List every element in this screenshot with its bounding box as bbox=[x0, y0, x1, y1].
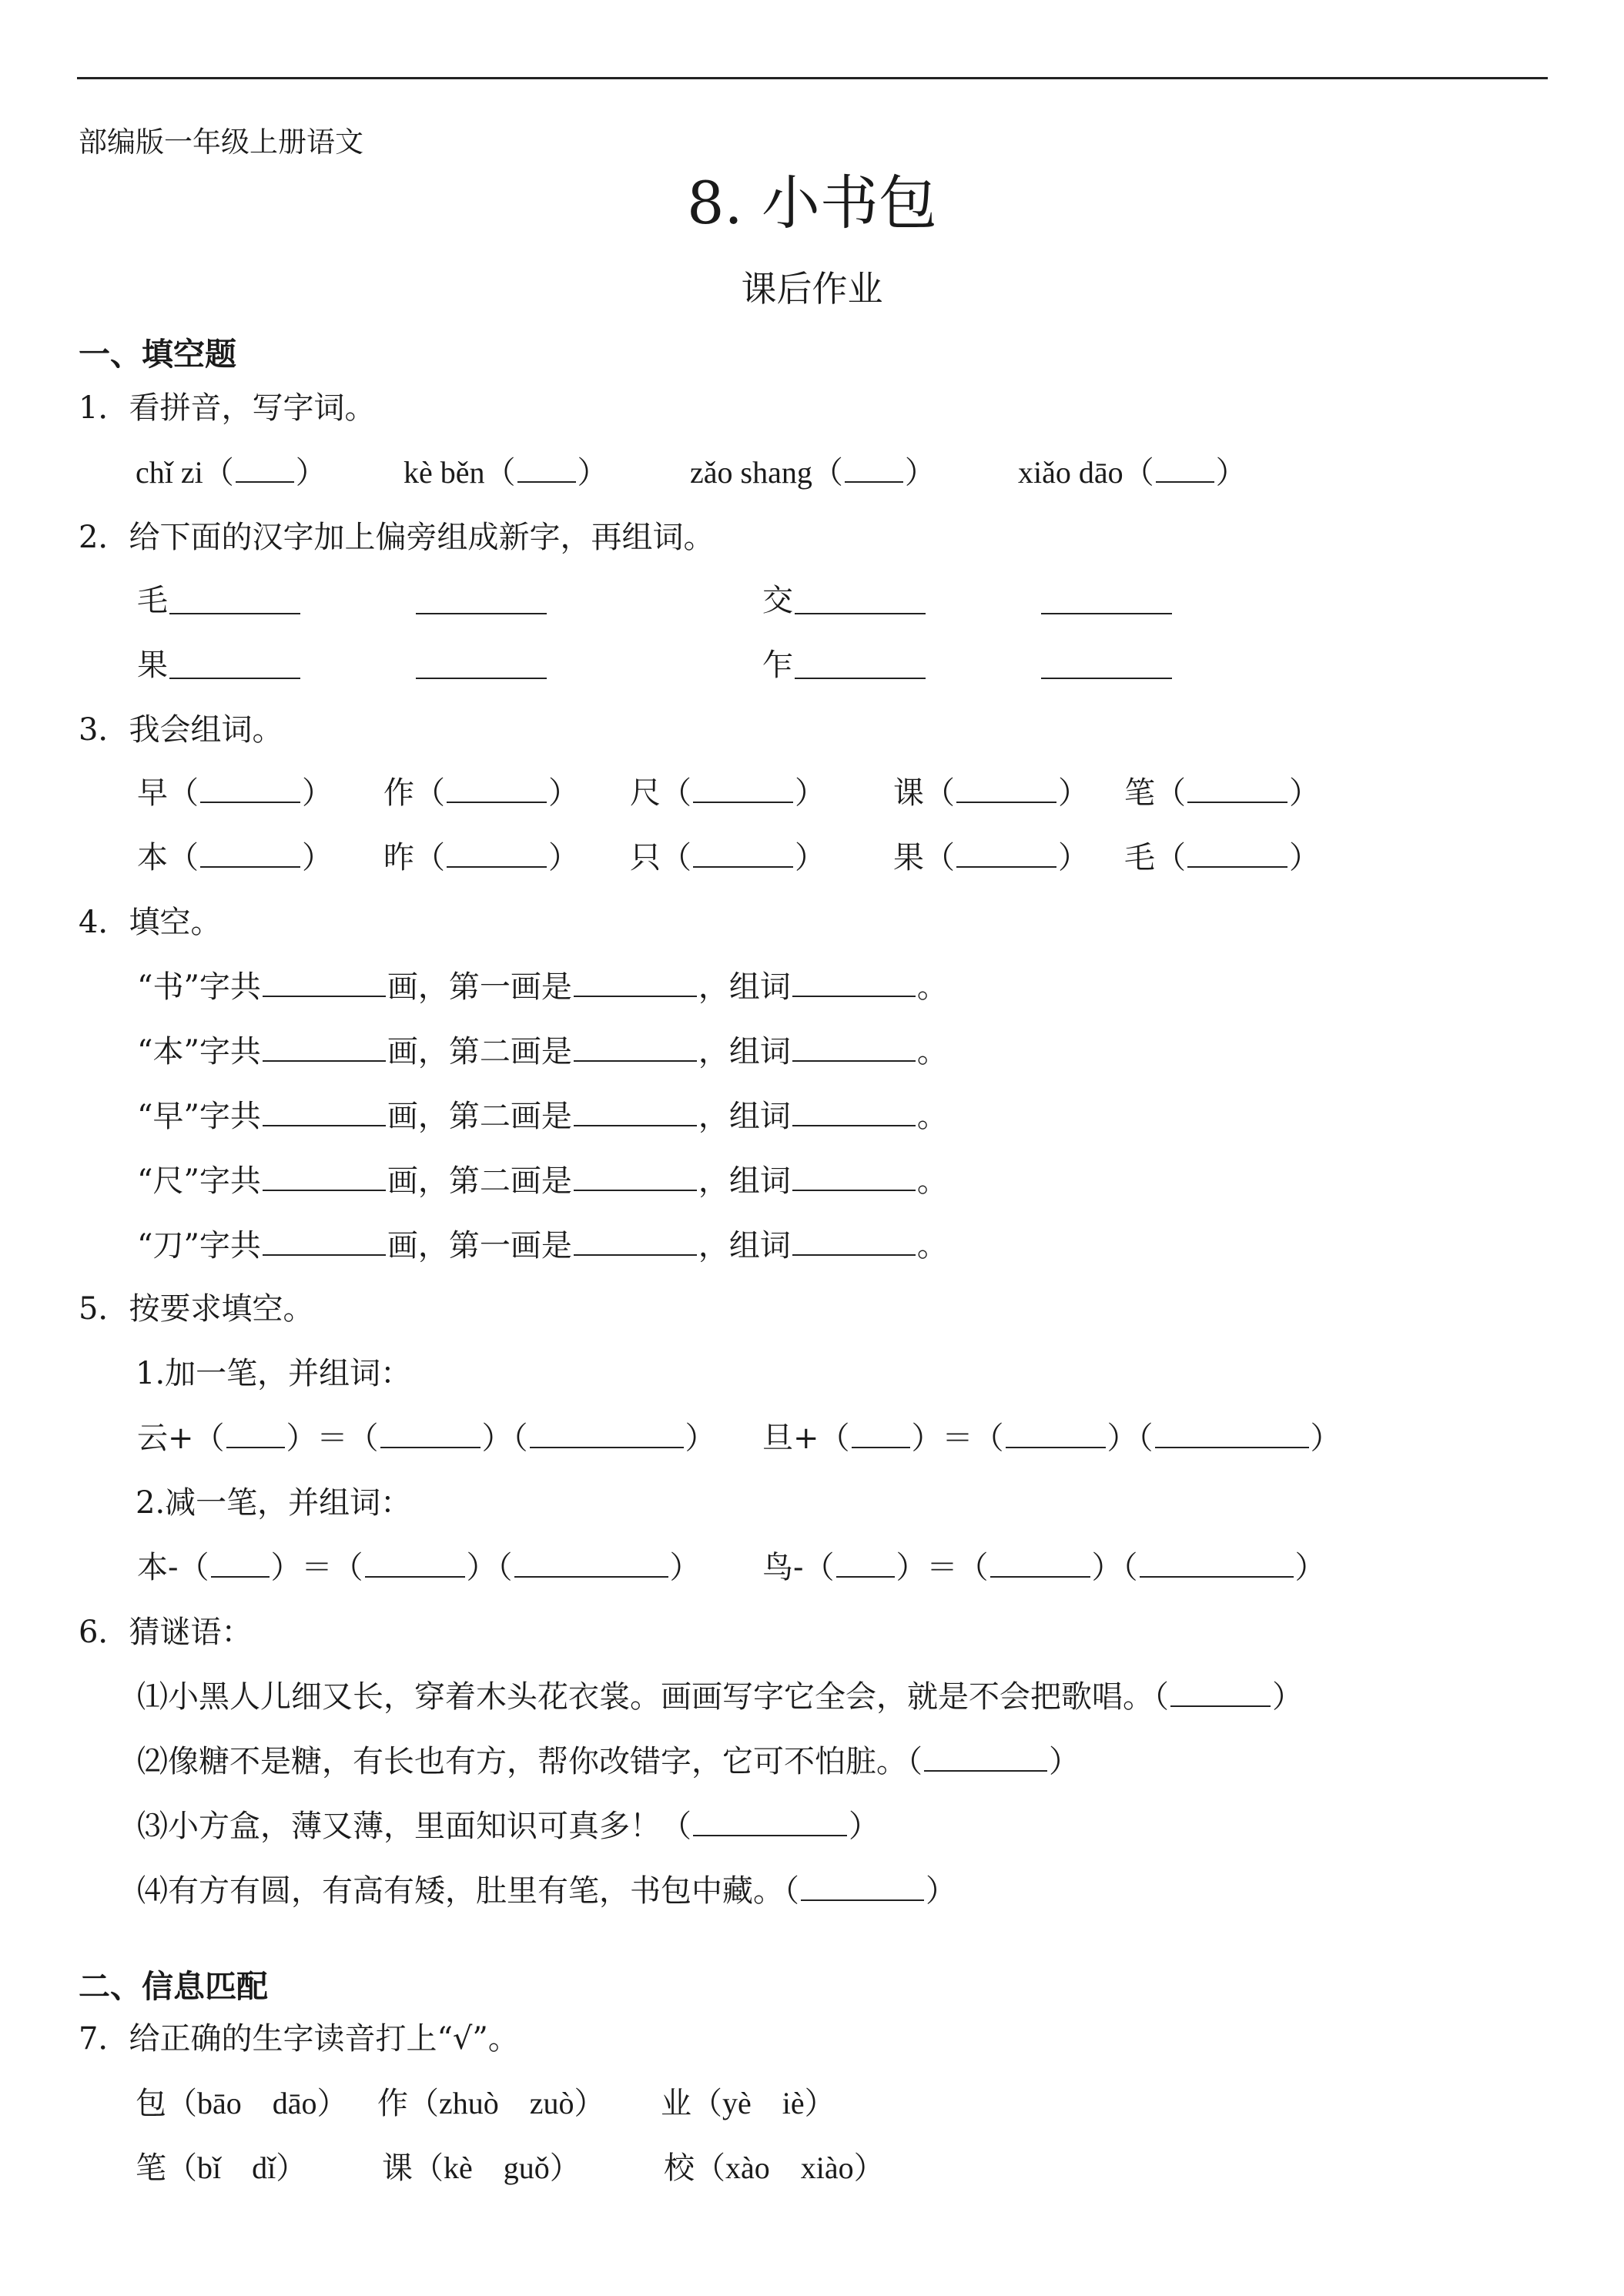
answer-blank[interactable] bbox=[990, 1553, 1090, 1578]
answer-blank[interactable] bbox=[693, 1812, 847, 1836]
q1-item: chǐ zi（ ） bbox=[136, 455, 326, 490]
answer-blank[interactable] bbox=[1156, 458, 1214, 483]
answer-blank[interactable] bbox=[574, 1231, 697, 1256]
answer-blank[interactable] bbox=[169, 678, 300, 679]
q6-riddle: ⑷有方有圆，有高有矮，肚里有笔，书包中藏。（ ） bbox=[137, 1873, 956, 1909]
answer-blank[interactable] bbox=[845, 458, 903, 483]
page-subtitle: 课后作业 bbox=[741, 268, 883, 310]
answer-blank[interactable] bbox=[263, 1166, 386, 1191]
answer-blank[interactable] bbox=[1187, 778, 1287, 803]
q4-line: “刀”字共 画，第一画是 ，组词 。 bbox=[137, 1228, 948, 1263]
answer-blank[interactable] bbox=[447, 843, 547, 868]
q7-option[interactable]: 业（yè iè） bbox=[661, 2086, 835, 2120]
q6-riddle: ⑴小黑人儿细又长，穿着木头花衣裳。画画写字它全会，就是不会把歌唱。（ ） bbox=[137, 1679, 1303, 1715]
q4-line: “尺”字共 画，第二画是 ，组词 。 bbox=[137, 1163, 948, 1199]
answer-blank[interactable] bbox=[1041, 613, 1172, 614]
answer-blank[interactable] bbox=[380, 1424, 481, 1448]
answer-blank[interactable] bbox=[956, 778, 1056, 803]
q4-line: “早”字共 画，第二画是 ，组词 。 bbox=[137, 1099, 948, 1134]
answer-blank[interactable] bbox=[792, 1102, 916, 1126]
answer-blank[interactable] bbox=[574, 1037, 697, 1062]
answer-blank[interactable] bbox=[200, 778, 300, 803]
answer-blank[interactable] bbox=[852, 1424, 910, 1448]
section-heading-match: 二、信息匹配 bbox=[79, 1968, 268, 2005]
answer-blank[interactable] bbox=[693, 778, 793, 803]
q2-char: 乍 bbox=[762, 648, 793, 683]
answer-blank[interactable] bbox=[693, 843, 793, 868]
answer-blank[interactable] bbox=[530, 1424, 684, 1448]
q2-prompt: 2．给下面的汉字加上偏旁组成新字，再组词。 bbox=[79, 520, 715, 555]
q3-item: 课（ ） bbox=[893, 775, 1089, 811]
q4-line: “本”字共 画，第二画是 ，组词 。 bbox=[137, 1034, 948, 1069]
q4-line: “书”字共 画，第一画是 ，组词 。 bbox=[137, 969, 948, 1005]
answer-blank[interactable] bbox=[211, 1553, 270, 1578]
q5-sub1: 1.加一笔，并组词： bbox=[136, 1356, 412, 1391]
answer-blank[interactable] bbox=[1140, 1553, 1294, 1578]
q5-equation: 云+（ ）＝（ ）（ ） bbox=[137, 1421, 716, 1456]
q5-equation: 本-（ ）＝（ ）（ ） bbox=[137, 1550, 701, 1585]
q3-item: 毛（ ） bbox=[1124, 840, 1320, 875]
answer-blank[interactable] bbox=[1155, 1424, 1309, 1448]
section-heading-fill: 一、填空题 bbox=[79, 336, 236, 373]
answer-blank[interactable] bbox=[226, 1424, 285, 1448]
q2-char: 毛 bbox=[137, 583, 168, 618]
answer-blank[interactable] bbox=[263, 1102, 386, 1126]
answer-blank[interactable] bbox=[574, 1102, 697, 1126]
answer-blank[interactable] bbox=[792, 1037, 916, 1062]
answer-blank[interactable] bbox=[416, 613, 547, 614]
answer-blank[interactable] bbox=[263, 972, 386, 997]
answer-blank[interactable] bbox=[792, 1166, 916, 1191]
answer-blank[interactable] bbox=[795, 678, 926, 679]
q2-char: 果 bbox=[137, 648, 168, 683]
q7-option[interactable]: 作（zhuò zuò） bbox=[377, 2086, 605, 2120]
q4-prompt: 4．填空。 bbox=[79, 905, 222, 940]
q1-item: xiǎo dāo（ ） bbox=[1018, 455, 1247, 490]
answer-blank[interactable] bbox=[836, 1553, 895, 1578]
answer-blank[interactable] bbox=[801, 1876, 924, 1901]
q3-item: 只（ ） bbox=[630, 840, 825, 875]
q3-item: 作（ ） bbox=[383, 775, 579, 811]
answer-blank[interactable] bbox=[574, 972, 697, 997]
answer-blank[interactable] bbox=[517, 458, 576, 483]
answer-blank[interactable] bbox=[1006, 1424, 1106, 1448]
answer-blank[interactable] bbox=[365, 1553, 465, 1578]
q2-char: 交 bbox=[762, 583, 793, 618]
answer-blank[interactable] bbox=[792, 972, 916, 997]
q3-item: 果（ ） bbox=[893, 840, 1089, 875]
q6-riddle: ⑵像糖不是糖，有长也有方，帮你改错字，它可不怕脏。（ ） bbox=[137, 1744, 1080, 1779]
q5-equation: 鸟-（ ）＝（ ）（ ） bbox=[762, 1550, 1326, 1585]
answer-blank[interactable] bbox=[236, 458, 294, 483]
answer-blank[interactable] bbox=[1170, 1682, 1271, 1707]
answer-blank[interactable] bbox=[792, 1231, 916, 1256]
header-rule bbox=[77, 77, 1548, 79]
answer-blank[interactable] bbox=[1187, 843, 1287, 868]
q6-prompt: 6．猜谜语： bbox=[79, 1615, 253, 1650]
q1-item: kè běn（ ） bbox=[403, 455, 608, 490]
answer-blank[interactable] bbox=[514, 1553, 668, 1578]
q3-item: 早（ ） bbox=[137, 775, 333, 811]
answer-blank[interactable] bbox=[1041, 678, 1172, 679]
q7-option[interactable]: 校（xào xiào） bbox=[664, 2150, 885, 2185]
q5-equation: 旦+（ ）＝（ ）（ ） bbox=[762, 1421, 1341, 1456]
answer-blank[interactable] bbox=[263, 1231, 386, 1256]
answer-blank[interactable] bbox=[263, 1037, 386, 1062]
q7-option[interactable]: 课（kè guǒ） bbox=[382, 2150, 581, 2185]
q3-item: 本（ ） bbox=[137, 840, 333, 875]
answer-blank[interactable] bbox=[795, 613, 926, 614]
answer-blank[interactable] bbox=[416, 678, 547, 679]
q3-item: 昨（ ） bbox=[383, 840, 579, 875]
subject-label: 部编版一年级上册语文 bbox=[79, 126, 363, 159]
answer-blank[interactable] bbox=[447, 778, 547, 803]
q7-option[interactable]: 包（bāo dāo） bbox=[136, 2086, 348, 2120]
answer-blank[interactable] bbox=[956, 843, 1056, 868]
page-title: 8. 小书包 bbox=[687, 169, 937, 237]
q3-item: 笔（ ） bbox=[1124, 775, 1320, 811]
answer-blank[interactable] bbox=[574, 1166, 697, 1191]
answer-blank[interactable] bbox=[924, 1747, 1047, 1772]
q3-item: 尺（ ） bbox=[630, 775, 825, 811]
q5-prompt: 5．按要求填空。 bbox=[79, 1291, 314, 1327]
q3-prompt: 3．我会组词。 bbox=[79, 712, 283, 748]
q7-option[interactable]: 笔（bǐ dǐ） bbox=[136, 2150, 307, 2185]
answer-blank[interactable] bbox=[169, 613, 300, 614]
q1-item: zǎo shang（ ） bbox=[690, 455, 936, 490]
answer-blank[interactable] bbox=[200, 843, 300, 868]
q6-riddle: ⑶小方盒，薄又薄，里面知识可真多！（ ） bbox=[137, 1809, 879, 1844]
q1-prompt: 1．看拼音，写字词。 bbox=[79, 390, 376, 426]
q7-prompt: 7．给正确的生字读音打上“√”。 bbox=[79, 2021, 519, 2057]
q5-sub2: 2.减一笔，并组词： bbox=[136, 1485, 412, 1521]
